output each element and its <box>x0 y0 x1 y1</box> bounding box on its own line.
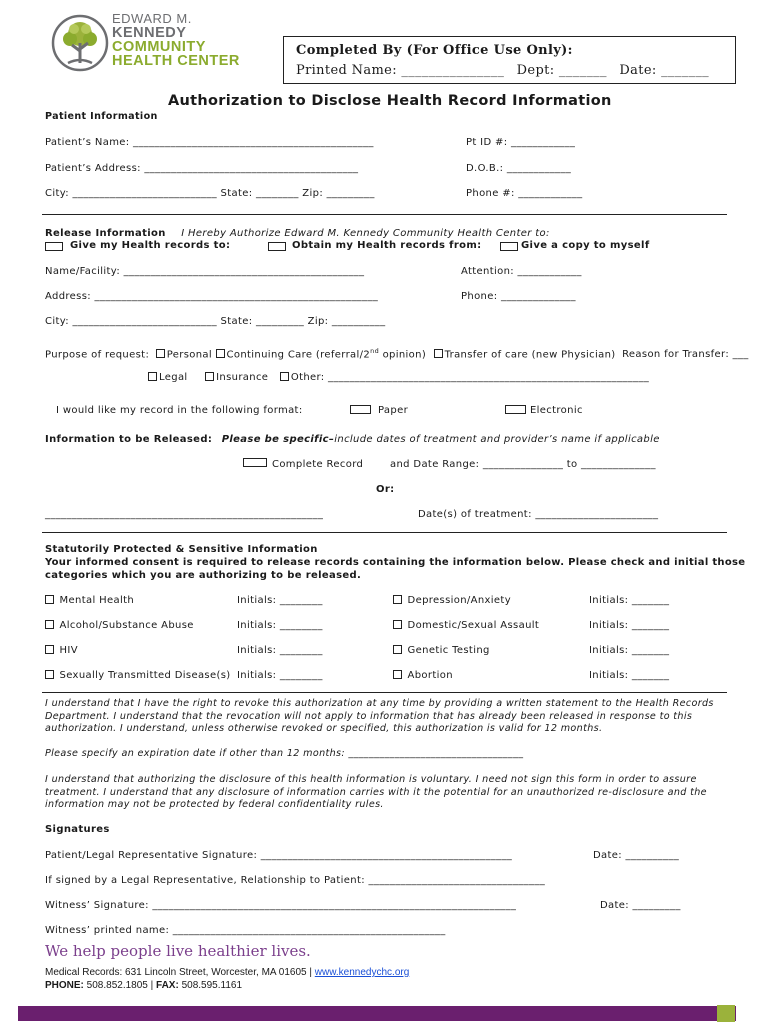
depression-initials[interactable]: Initials: _______ <box>589 595 670 606</box>
relationship-field[interactable]: If signed by a Legal Representative, Relationship to Patient: _________________________________ <box>45 875 546 886</box>
tree-logo-icon <box>50 13 110 73</box>
attention-field[interactable]: Attention: ____________ <box>461 266 582 277</box>
std-checkbox[interactable] <box>45 670 54 679</box>
release-heading: Release Information <box>45 228 166 239</box>
transfer-checkbox[interactable] <box>434 349 443 358</box>
mental-health-item <box>45 595 134 606</box>
other-checkbox[interactable] <box>280 372 289 381</box>
revoke-paragraph: I understand that I have the right to revoke this authorization at any time by providing a written statement to the Health Records Department. I understand that the revocation will not apply to information that has already been released in response to this authorization. I understand, unless otherwise revoked or specified, this authorization is valid for 12 months. <box>45 698 714 735</box>
release-heading-row <box>45 228 550 239</box>
fax-label: FAX: <box>156 980 179 991</box>
continuing-care-checkbox[interactable] <box>216 349 225 358</box>
tagline: We help people live healthier lives. <box>45 942 311 960</box>
witness-date-field[interactable]: Date: _________ <box>600 900 681 911</box>
info-specific-rest: include dates of treatment and provider’s name if applicable <box>334 434 660 445</box>
opinion-label: opinion) <box>379 349 427 361</box>
mental-health-label: Mental Health <box>59 595 135 606</box>
genetic-item <box>393 645 490 656</box>
footer-address: Medical Records: 631 Lincoln Street, Worcester, MA 01605 | <box>45 967 315 978</box>
or-label: Or: <box>376 484 395 495</box>
purpose-row <box>45 347 749 360</box>
depression-label: Depression/Anxiety <box>407 595 511 606</box>
electronic-checkbox[interactable] <box>505 405 526 414</box>
name-facility-field[interactable]: Name/Facility: _____________________________________________ <box>45 266 365 277</box>
logo-line2: KENNEDY <box>112 25 187 41</box>
abortion-initials[interactable]: Initials: _______ <box>589 670 670 681</box>
release-phone-field[interactable]: Phone: ______________ <box>461 291 576 302</box>
office-printed-name[interactable]: Printed Name: _______________ <box>296 63 505 78</box>
paper-label: Paper <box>378 405 409 416</box>
reason-transfer-field[interactable]: Reason for Transfer: ___ <box>622 349 749 361</box>
info-specific: Please be specific– <box>221 434 335 445</box>
divider <box>42 214 727 215</box>
patient-name-field[interactable]: Patient’s Name: _____________________________________________ <box>45 137 374 148</box>
alcohol-item <box>45 620 194 631</box>
dob-field[interactable]: D.O.B.: ____________ <box>466 163 572 174</box>
std-item <box>45 670 231 681</box>
copy-myself-label: Give a copy to myself <box>521 240 650 251</box>
legal-checkbox[interactable] <box>148 372 157 381</box>
patient-signature-field[interactable]: Patient/Legal Representative Signature: _______________________________________________ <box>45 850 513 861</box>
mental-health-initials[interactable]: Initials: ________ <box>237 595 323 606</box>
footer-accent-square <box>717 1005 735 1022</box>
std-initials[interactable]: Initials: ________ <box>237 670 323 681</box>
release-authorize: I Hereby Authorize Edward M. Kennedy Community Health Center to: <box>181 228 550 239</box>
release-address-field[interactable]: Address: _____________________________________________________ <box>45 291 379 302</box>
purpose-label: Purpose of request: <box>45 349 150 361</box>
insurance-label: Insurance <box>216 372 269 383</box>
personal-label: Personal <box>166 349 213 361</box>
abortion-label: Abortion <box>407 670 453 681</box>
office-use-box <box>283 36 736 84</box>
other-field[interactable]: Other: ____________________________________________________________ <box>290 372 650 383</box>
personal-checkbox[interactable] <box>156 349 165 358</box>
phone-value: 508.852.1805 | <box>83 980 157 991</box>
abortion-checkbox[interactable] <box>393 670 402 679</box>
footer-bar <box>18 1006 736 1021</box>
legal-label: Legal <box>159 372 188 383</box>
hiv-item <box>45 645 78 656</box>
office-title: Completed By (For Office Use Only): <box>296 43 573 58</box>
voluntary-paragraph: I understand that authorizing the disclosure of this health information is voluntary. I need not sign this form in order to assure treatment. I understand that any disclosure of information carries with it the potential for an unauthorized re-disclosure and the information may not be protected by federal confidentiality rules. <box>45 774 707 811</box>
std-label: Sexually Transmitted Disease(s) <box>59 670 231 681</box>
obtain-records-label: Obtain my Health records from: <box>292 240 482 251</box>
logo-line1: EDWARD M. <box>112 11 192 26</box>
footer-address-line <box>45 967 409 978</box>
divider <box>42 692 727 693</box>
depression-checkbox[interactable] <box>393 595 402 604</box>
complete-record-label: Complete Record <box>272 459 364 470</box>
office-date[interactable]: Date: _______ <box>619 63 710 78</box>
info-heading: Information to be Released: <box>45 434 213 445</box>
patient-heading: Patient Information <box>45 111 158 122</box>
sensitive-line2: Your informed consent is required to release records containing the information below. Please check and initial those <box>45 557 746 568</box>
domestic-label: Domestic/Sexual Assault <box>404 620 540 631</box>
copy-myself-checkbox[interactable] <box>500 242 518 251</box>
hiv-label: HIV <box>59 645 78 656</box>
patient-city-field[interactable]: City: ___________________________ State: ________ Zip: _________ <box>45 188 375 199</box>
expiration-field[interactable]: Please specify an expiration date if other than 12 months: __________________________________ <box>45 748 524 759</box>
continuing-care-label: Continuing Care (referral/2 <box>226 349 371 361</box>
purpose-row-2 <box>148 372 649 383</box>
electronic-label: Electronic <box>530 405 583 416</box>
insurance-checkbox[interactable] <box>205 372 214 381</box>
sensitive-heading: Statutorily Protected & Sensitive Information <box>45 544 318 555</box>
hiv-initials[interactable]: Initials: ________ <box>237 645 323 656</box>
divider <box>42 532 727 533</box>
sensitive-line3: categories which you are authorizing to be released. <box>45 570 362 581</box>
footer-contact-line <box>45 980 242 991</box>
patient-address-field[interactable]: Patient’s Address: ________________________________________ <box>45 163 359 174</box>
date-range-field[interactable]: and Date Range: _______________ to ______________ <box>390 459 656 470</box>
obtain-records-checkbox[interactable] <box>268 242 286 251</box>
phone-label: PHONE: <box>45 980 84 991</box>
record-description-field[interactable]: ____________________________________________________ <box>45 509 324 520</box>
genetic-checkbox[interactable] <box>393 645 402 654</box>
alcohol-label: Alcohol/Substance Abuse <box>59 620 194 631</box>
genetic-label: Genetic Testing <box>407 645 490 656</box>
domestic-checkbox[interactable] <box>393 620 402 629</box>
mental-health-checkbox[interactable] <box>45 595 54 604</box>
logo-line3: COMMUNITY <box>112 39 206 55</box>
format-label: I would like my record in the following format: <box>56 405 303 416</box>
domestic-item <box>393 620 539 631</box>
alcohol-initials[interactable]: Initials: ________ <box>237 620 323 631</box>
fax-value: 508.595.1161 <box>178 980 243 991</box>
genetic-initials[interactable]: Initials: _______ <box>589 645 670 656</box>
footer-website-link[interactable]: www.kennedychc.org <box>314 967 410 978</box>
give-records-checkbox[interactable] <box>45 242 63 251</box>
witness-signature-field[interactable]: Witness’ Signature: ____________________________________________________________________ <box>45 900 517 911</box>
patient-phone-field[interactable]: Phone #: ____________ <box>466 188 583 199</box>
domestic-initials[interactable]: Initials: _______ <box>589 620 670 631</box>
give-records-label: Give my Health records to: <box>70 240 231 251</box>
alcohol-checkbox[interactable] <box>45 620 54 629</box>
page-title: Authorization to Disclose Health Record Information <box>168 93 612 109</box>
abortion-item <box>393 670 453 681</box>
paper-checkbox[interactable] <box>350 405 371 414</box>
depression-item <box>393 595 511 606</box>
dates-of-treatment-field[interactable]: Date(s) of treatment: _______________________ <box>418 509 659 520</box>
hiv-checkbox[interactable] <box>45 645 54 654</box>
logo-line4: HEALTH CENTER <box>112 53 240 69</box>
signatures-heading: Signatures <box>45 824 110 835</box>
pt-id-field[interactable]: Pt ID #: ____________ <box>466 137 576 148</box>
release-city-field[interactable]: City: ___________________________ State: _________ Zip: __________ <box>45 316 386 327</box>
superscript-nd: nd <box>370 347 380 355</box>
witness-name-field[interactable]: Witness’ printed name: ___________________________________________________ <box>45 925 446 936</box>
patient-signature-date[interactable]: Date: __________ <box>593 850 680 861</box>
info-heading-row <box>45 434 660 445</box>
transfer-label: Transfer of care (new Physician) <box>444 349 616 361</box>
office-dept[interactable]: Dept: _______ <box>516 63 607 78</box>
complete-record-checkbox[interactable] <box>243 458 267 467</box>
